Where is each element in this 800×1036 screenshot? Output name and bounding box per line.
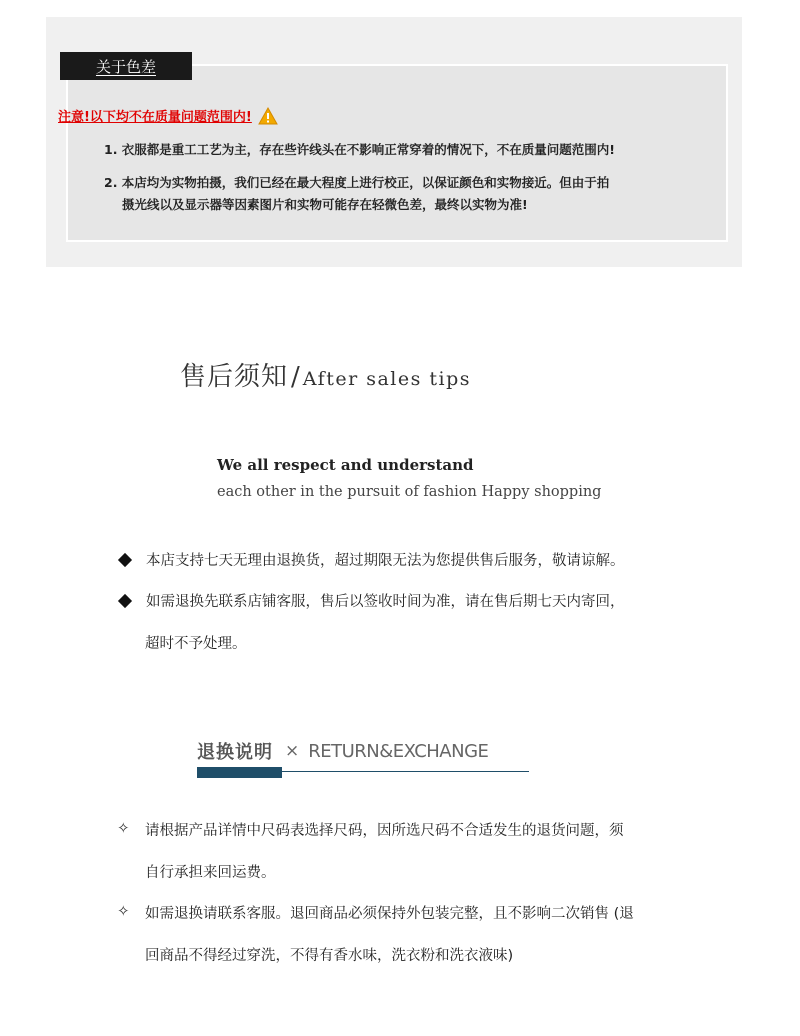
return-item-2-line1: 如需退换请联系客服。退回商品必须保持外包装完整，且不影响二次销售 (退 xyxy=(145,906,634,922)
return-item-2-line2: 回商品不得经过穿洗，不得有香水味，洗衣粉和洗衣液味) xyxy=(145,948,514,964)
diamond-bullet-icon xyxy=(118,593,132,607)
respect-line-2: each other in the pursuit of fashion Happy shopping xyxy=(217,484,602,500)
color-difference-tag-label: 关于色差 xyxy=(95,57,156,76)
color-note-2-line1: 2. 本店均为实物拍摄，我们已经在最大程度上进行校正，以保证颜色和实物接近。但由于拍 xyxy=(104,175,610,190)
warning-triangle-icon xyxy=(258,107,278,125)
sparkle-bullet-icon: ✧ xyxy=(117,819,130,837)
close-x-icon: × xyxy=(285,741,300,761)
color-note-1: 1. 衣服都是重工工艺为主，存在些许线头在不影响正常穿着的情况下，不在质量问题范围内! xyxy=(104,142,616,157)
after-sales-bullet-2 xyxy=(118,590,625,611)
after-sales-bullet-1-text: 本店支持七天无理由退换货，超过期限无法为您提供售后服务，敬请谅解。 xyxy=(146,553,625,569)
return-title-en: RETURN&EXCHANGE xyxy=(308,740,489,762)
respect-line-1: We all respect and understand xyxy=(217,456,474,474)
after-sales-title xyxy=(180,356,471,393)
color-difference-tag xyxy=(60,52,192,80)
quality-notice xyxy=(58,106,278,125)
after-sales-title-slash: / xyxy=(291,362,300,392)
return-section-title xyxy=(197,738,488,764)
after-sales-title-cn: 售后须知 xyxy=(180,362,289,392)
return-title-underline xyxy=(282,771,529,772)
after-sales-title-en: After sales tips xyxy=(302,368,472,390)
color-note-2-line2: 摄光线以及显示器等因素图片和实物可能存在轻微色差，最终以实物为准! xyxy=(122,197,528,212)
return-item-1-line1: 请根据产品详情中尺码表选择尺码，因所选尺码不合适发生的退货问题，须 xyxy=(145,823,624,839)
return-item-1-line2: 自行承担来回运费。 xyxy=(145,865,276,881)
return-title-cn: 退换说明 xyxy=(197,742,273,763)
after-sales-bullet-2-cont: 超时不予处理。 xyxy=(145,636,247,652)
quality-notice-text: 注意!以下均不在质量问题范围内! xyxy=(58,110,252,125)
after-sales-bullet-2-text: 如需退换先联系店铺客服，售后以签收时间为准，请在售后期七天内寄回， xyxy=(146,594,625,610)
diamond-bullet-icon xyxy=(118,552,132,566)
after-sales-bullet-1 xyxy=(118,549,625,570)
sparkle-bullet-icon: ✧ xyxy=(117,902,130,920)
return-title-accent-bar xyxy=(197,767,282,778)
